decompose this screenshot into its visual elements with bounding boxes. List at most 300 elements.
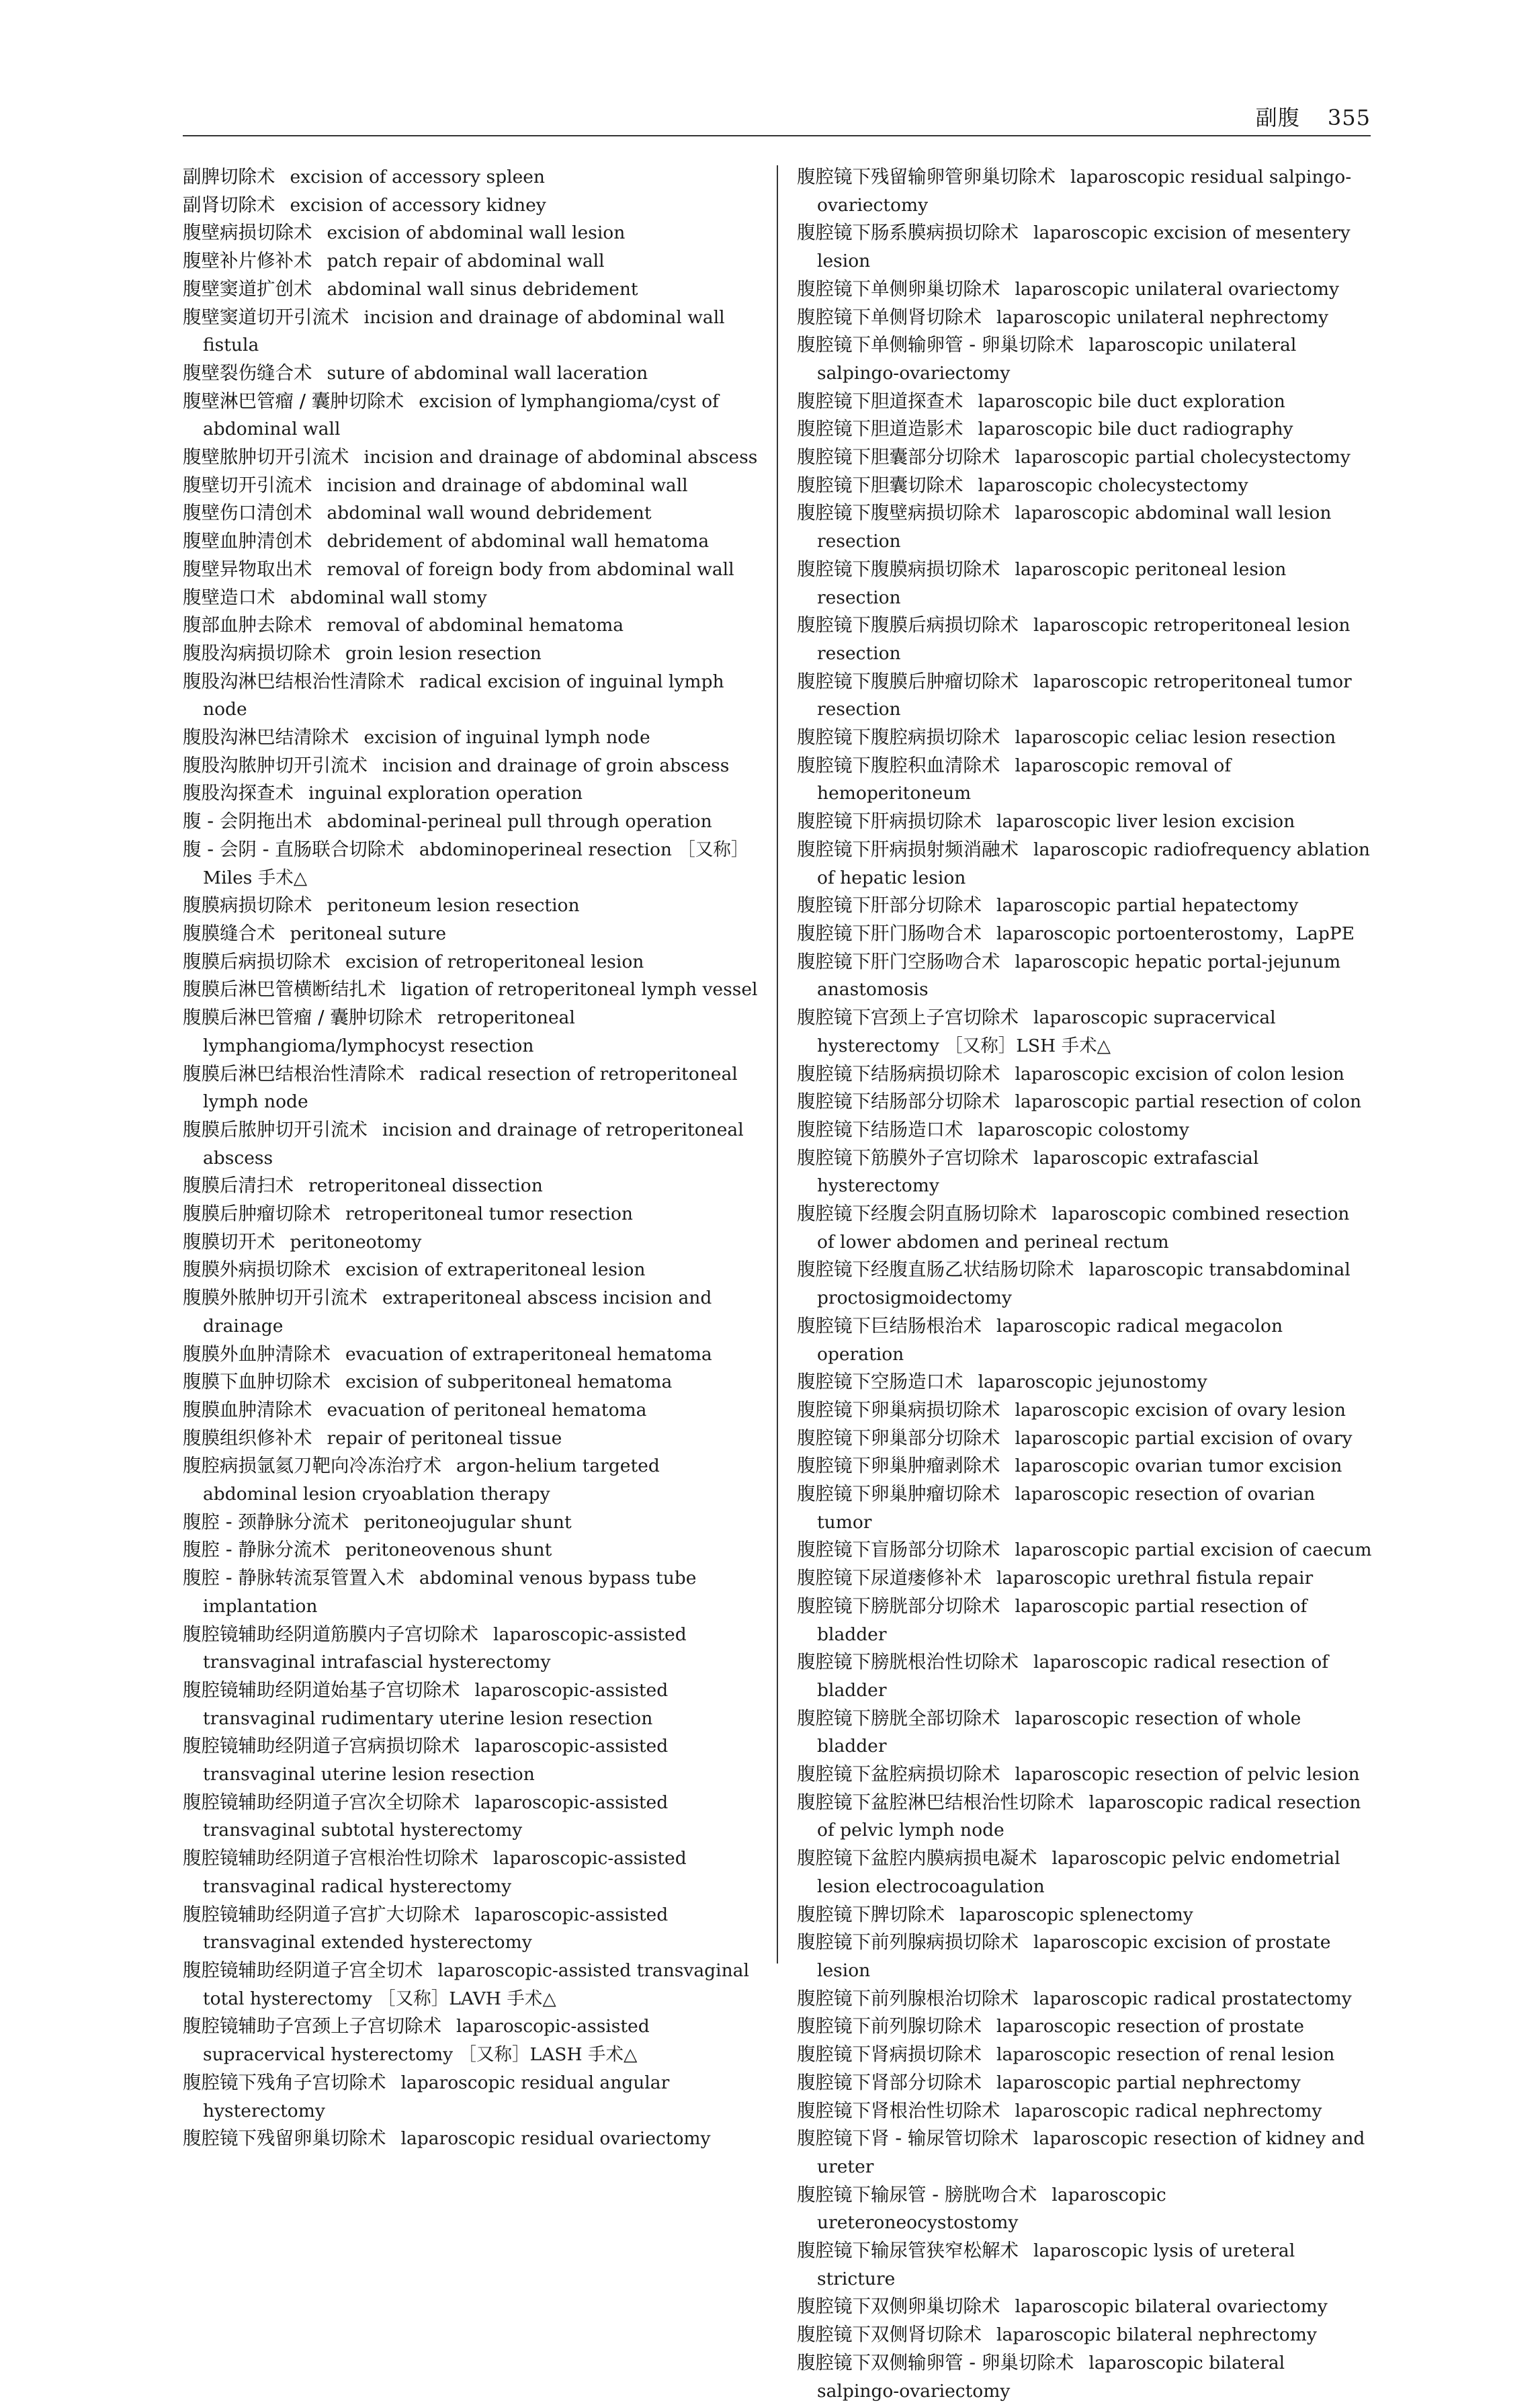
glossary-entry xyxy=(797,1480,1372,1536)
glossary-entry xyxy=(183,556,758,584)
glossary-entry xyxy=(797,2293,1372,2321)
english-term: retroperitoneal lymphangioma/lymphocyst resection xyxy=(203,1007,575,1056)
glossary-entry xyxy=(797,1845,1372,1900)
glossary-entry xyxy=(797,1368,1372,1396)
glossary-entry xyxy=(797,1564,1372,1593)
glossary-entry xyxy=(183,724,758,752)
glossary-entry xyxy=(797,2125,1372,2181)
chinese-term: 腹股沟病损切除术 xyxy=(183,642,331,664)
glossary-entry xyxy=(183,1509,758,1537)
glossary-entry xyxy=(797,724,1372,752)
chinese-term: 腹腔镜辅助子宫颈上子宫切除术 xyxy=(183,2015,441,2037)
english-term: laparoscopic bile duct exploration xyxy=(978,390,1285,412)
glossary-entry xyxy=(797,1648,1372,1704)
chinese-term: 腹膜后淋巴管瘤 / 囊肿切除术 xyxy=(183,1007,423,1029)
chinese-term: 腹膜下血肿切除术 xyxy=(183,1371,331,1393)
glossary-entry xyxy=(183,584,758,612)
glossary-entry xyxy=(183,1284,758,1340)
glossary-entry xyxy=(183,1452,758,1508)
chinese-term: 腹腔镜下肝病损切除术 xyxy=(797,810,982,833)
english-term: peritoneal suture xyxy=(290,923,447,944)
chinese-term: 腹腔镜下单侧卵巢切除术 xyxy=(797,278,1000,300)
chinese-term: 腹腔镜下前列腺切除术 xyxy=(797,2015,982,2037)
chinese-term: 腹腔镜下单侧肾切除术 xyxy=(797,306,982,328)
glossary-entry xyxy=(797,948,1372,1004)
glossary-entry xyxy=(797,444,1372,472)
english-term: inguinal exploration operation xyxy=(308,783,583,804)
chinese-term: 腹股沟淋巴结清除术 xyxy=(183,726,349,749)
chinese-term: 腹腔病损氩氦刀靶向冷冻治疗术 xyxy=(183,1455,441,1477)
chinese-term: 腹壁淋巴管瘤 / 囊肿切除术 xyxy=(183,390,404,412)
glossary-entry xyxy=(183,1789,758,1845)
glossary-entry xyxy=(183,1228,758,1257)
english-term: laparoscopic-assisted transvaginal rudimentary uterine lesion resection xyxy=(203,1679,669,1729)
english-term: laparoscopic-assisted supracervical hysterectomy ［又称］LASH 手术△ xyxy=(203,2016,650,2066)
chinese-term: 腹腔镜下残留输卵管卵巢切除术 xyxy=(797,166,1056,187)
english-term: peritoneojugular shunt xyxy=(363,1511,572,1533)
chinese-term: 腹膜后病损切除术 xyxy=(183,950,331,972)
chinese-term: 腹腔镜下腹膜后病损切除术 xyxy=(797,614,1019,636)
glossary-entry xyxy=(797,472,1372,500)
english-term: laparoscopic portoenterostomy，LapPE xyxy=(996,923,1355,944)
chinese-term: 腹壁窦道切开引流术 xyxy=(183,306,349,328)
glossary-entry xyxy=(183,1256,758,1284)
english-term: laparoscopic partial excision of ovary xyxy=(1015,1427,1353,1449)
english-term: laparoscopic removal of hemoperitoneum xyxy=(817,755,1232,804)
chinese-term: 腹腔镜下肠系膜病损切除术 xyxy=(797,222,1019,244)
chinese-term: 腹股沟脓肿切开引流术 xyxy=(183,754,368,776)
english-term: laparoscopic resection of whole bladder xyxy=(817,1707,1301,1757)
chinese-term: 腹腔镜辅助经阴道子宫次全切除术 xyxy=(183,1791,460,1813)
chinese-term: 腹腔镜下单侧输卵管 - 卵巢切除术 xyxy=(797,334,1074,356)
glossary-entry xyxy=(183,1200,758,1228)
english-term: laparoscopic splenectomy xyxy=(959,1904,1193,1925)
glossary-entry xyxy=(183,836,758,892)
chinese-term: 腹壁补片修补术 xyxy=(183,250,312,272)
english-term: laparoscopic radical prostatectomy xyxy=(1033,1988,1352,2009)
glossary-entry xyxy=(183,2069,758,2125)
english-term: retroperitoneal dissection xyxy=(308,1175,543,1197)
glossary-entry xyxy=(797,499,1372,555)
chinese-term: 腹股沟淋巴结根治性清除术 xyxy=(183,670,404,692)
chinese-term: 腹腔镜下膀胱部分切除术 xyxy=(797,1595,1000,1617)
glossary-entry xyxy=(183,976,758,1004)
chinese-term: 腹腔镜下尿道瘘修补术 xyxy=(797,1567,982,1589)
chinese-term: 腹腔镜下脾切除术 xyxy=(797,1903,945,1925)
english-term: laparoscopic cholecystectomy xyxy=(978,474,1248,496)
glossary-entry xyxy=(797,556,1372,611)
glossary-entry xyxy=(183,192,758,220)
glossary-entry xyxy=(183,892,758,920)
english-term: peritoneovenous shunt xyxy=(345,1539,552,1561)
chinese-term: 腹腔镜下腹膜病损切除术 xyxy=(797,558,1000,580)
chinese-term: 腹腔镜下胆囊切除术 xyxy=(797,474,964,496)
chinese-term: 腹腔镜下结肠部分切除术 xyxy=(797,1091,1000,1113)
chinese-term: 腹壁病损切除术 xyxy=(183,222,312,244)
chinese-term: 腹部血肿去除术 xyxy=(183,614,312,636)
chinese-term: 腹腔镜下膀胱全部切除术 xyxy=(797,1707,1000,1729)
column-divider xyxy=(777,165,778,1964)
chinese-term: 腹膜后肿瘤切除术 xyxy=(183,1203,331,1225)
english-term: laparoscopic radical resection of pelvic lymph node xyxy=(817,1791,1361,1841)
chinese-term: 腹腔 - 静脉分流术 xyxy=(183,1539,331,1561)
english-term: retroperitoneal tumor resection xyxy=(345,1204,633,1225)
chinese-term: 腹腔镜下卵巢肿瘤切除术 xyxy=(797,1483,1000,1505)
chinese-term: 副脾切除术 xyxy=(183,166,275,187)
english-term: laparoscopic excision of prostate lesion xyxy=(817,1932,1331,1981)
english-term: laparoscopic-assisted transvaginal total hysterectomy ［又称］LAVH 手术△ xyxy=(203,1960,749,2009)
glossary-entry xyxy=(797,808,1372,836)
glossary-entry xyxy=(797,611,1372,667)
english-term: removal of abdominal hematoma xyxy=(327,615,624,636)
english-term: laparoscopic retroperitoneal lesion resection xyxy=(817,615,1351,664)
chinese-term: 腹 - 会阴拖出术 xyxy=(183,810,312,833)
chinese-term: 腹腔镜下肝门肠吻合术 xyxy=(797,922,982,944)
english-term: laparoscopic bilateral nephrectomy xyxy=(996,2324,1317,2346)
glossary-entry xyxy=(183,752,758,780)
english-term: laparoscopic bilateral salpingo-ovariectomy xyxy=(817,2352,1285,2402)
chinese-term: 腹腔镜下结肠病损切除术 xyxy=(797,1062,1000,1085)
chinese-term: 腹壁裂伤缝合术 xyxy=(183,362,312,384)
glossary-entry xyxy=(797,1256,1372,1312)
glossary-entry xyxy=(797,1452,1372,1480)
english-term: laparoscopic-assisted transvaginal extended hysterectomy xyxy=(203,1904,669,1953)
chinese-term: 腹壁伤口清创术 xyxy=(183,502,312,524)
chinese-term: 腹腔镜下肾病损切除术 xyxy=(797,2043,982,2066)
chinese-term: 腹膜后淋巴结根治性清除术 xyxy=(183,1062,404,1085)
glossary-entry xyxy=(797,219,1372,275)
glossary-entry xyxy=(183,472,758,500)
english-term: laparoscopic radical megacolon operation xyxy=(817,1315,1283,1365)
english-term: laparoscopic transabdominal proctosigmoidectomy xyxy=(817,1259,1351,1309)
english-term: laparoscopic radical resection of bladder xyxy=(817,1652,1329,1701)
english-term: laparoscopic radiofrequency ablation of hepatic lesion xyxy=(817,839,1370,888)
english-term: laparoscopic excision of colon lesion xyxy=(1015,1063,1344,1085)
english-term: laparoscopic retroperitoneal tumor resection xyxy=(817,671,1352,720)
chinese-term: 腹 - 会阴 - 直肠联合切除术 xyxy=(183,838,404,860)
english-term: excision of lymphangioma/cyst of abdominal wall xyxy=(203,390,719,440)
english-term: laparoscopic pelvic endometrial lesion electrocoagulation xyxy=(817,1848,1340,1897)
english-term: suture of abdominal wall laceration xyxy=(327,362,648,384)
chinese-term: 腹腔镜下胆囊部分切除术 xyxy=(797,446,1000,468)
english-term: abdominal venous bypass tube implantation xyxy=(203,1568,697,1617)
glossary-entry xyxy=(183,1060,758,1116)
english-term: laparoscopic resection of ovarian tumor xyxy=(817,1484,1316,1533)
glossary-entry xyxy=(797,1705,1372,1761)
chinese-term: 腹膜后淋巴管横断结扎术 xyxy=(183,978,386,1001)
glossary-entry xyxy=(797,331,1372,387)
english-term: laparoscopic lysis of ureteral stricture xyxy=(817,2240,1295,2289)
glossary-entry xyxy=(797,2181,1372,2237)
chinese-term: 腹腔镜下双侧肾切除术 xyxy=(797,2324,982,2346)
glossary-entry xyxy=(183,920,758,948)
chinese-term: 腹腔镜辅助经阴道子宫根治性切除术 xyxy=(183,1847,478,1869)
glossary-entry xyxy=(797,2321,1372,2349)
chinese-term: 腹腔镜下结肠造口术 xyxy=(797,1118,964,1140)
english-term: evacuation of extraperitoneal hematoma xyxy=(345,1343,712,1365)
glossary-entry xyxy=(797,920,1372,948)
glossary-entry xyxy=(183,1396,758,1425)
chinese-term: 腹腔镜下胆道造影术 xyxy=(797,418,964,440)
left-column xyxy=(183,163,758,2153)
english-term: incision and drainage of groin abscess xyxy=(382,755,730,776)
chinese-term: 腹腔镜下肝部分切除术 xyxy=(797,894,982,917)
chinese-term: 腹膜病损切除术 xyxy=(183,894,312,917)
english-term: radical excision of inguinal lymph node xyxy=(203,671,724,720)
glossary-entry xyxy=(797,415,1372,444)
glossary-entry xyxy=(183,276,758,304)
glossary-entry xyxy=(183,640,758,668)
english-term: abdominal wall sinus debridement xyxy=(327,278,638,300)
glossary-entry xyxy=(797,304,1372,332)
english-term: laparoscopic partial excision of caecum xyxy=(1015,1539,1372,1561)
glossary-entry xyxy=(797,1985,1372,2013)
english-term: laparoscopic celiac lesion resection xyxy=(1015,727,1336,749)
glossary-entry xyxy=(183,1536,758,1564)
chinese-term: 腹腔镜下残留卵巢切除术 xyxy=(183,2127,386,2150)
chinese-term: 腹腔镜下腹膜后肿瘤切除术 xyxy=(797,670,1019,692)
glossary-entry xyxy=(797,1901,1372,1929)
english-term: laparoscopic extrafascial hysterectomy xyxy=(817,1147,1259,1197)
english-term: abdominoperineal resection ［又称］Miles 手术△ xyxy=(203,839,749,888)
english-term: laparoscopic unilateral salpingo-ovariectomy xyxy=(817,335,1297,384)
english-term: abdominal wall wound debridement xyxy=(327,503,652,524)
chinese-term: 腹膜切开术 xyxy=(183,1230,275,1253)
glossary-entry xyxy=(183,1732,758,1788)
english-term: excision of accessory spleen xyxy=(290,167,546,187)
chinese-term: 腹腔镜下卵巢病损切除术 xyxy=(797,1398,1000,1421)
chinese-term: 腹壁切开引流术 xyxy=(183,474,312,496)
english-term: laparoscopic partial resection of colon xyxy=(1015,1091,1362,1113)
english-term: laparoscopic residual ovariectomy xyxy=(400,2128,711,2150)
glossary-entry xyxy=(797,836,1372,892)
glossary-entry xyxy=(797,2069,1372,2097)
glossary-entry xyxy=(797,1088,1372,1116)
english-term: laparoscopic resection of prostate xyxy=(996,2016,1304,2037)
chinese-term: 腹腔镜下卵巢部分切除术 xyxy=(797,1427,1000,1449)
english-term: laparoscopic residual angular hysterectomy xyxy=(203,2072,670,2121)
chinese-term: 腹腔镜下前列腺根治切除术 xyxy=(797,1987,1019,2009)
english-term: laparoscopic jejunostomy xyxy=(978,1372,1207,1393)
english-term: argon-helium targeted abdominal lesion cryoablation therapy xyxy=(203,1455,660,1505)
chinese-term: 腹腔镜下肝病损射频消融术 xyxy=(797,838,1019,860)
chinese-term: 腹腔镜下宫颈上子宫切除术 xyxy=(797,1007,1019,1029)
english-term: laparoscopic partial hepatectomy xyxy=(996,895,1299,917)
glossary-entry xyxy=(797,1929,1372,1984)
glossary-entry xyxy=(183,388,758,444)
glossary-entry xyxy=(183,219,758,247)
glossary-entry xyxy=(183,668,758,724)
english-term: laparoscopic partial nephrectomy xyxy=(996,2072,1301,2093)
glossary-entry xyxy=(183,304,758,360)
chinese-term: 腹膜血肿清除术 xyxy=(183,1398,312,1421)
glossary-entry xyxy=(797,1144,1372,1200)
chinese-term: 腹壁异物取出术 xyxy=(183,558,312,580)
english-term: peritoneotomy xyxy=(290,1231,422,1253)
glossary-entry xyxy=(797,1004,1372,1060)
english-term: excision of extraperitoneal lesion xyxy=(345,1259,646,1281)
chinese-term: 腹壁血肿清创术 xyxy=(183,530,312,552)
glossary-entry xyxy=(797,752,1372,808)
english-term: laparoscopic-assisted transvaginal radical hysterectomy xyxy=(203,1848,687,1897)
english-term: extraperitoneal abscess incision and drainage xyxy=(203,1288,712,1337)
chinese-term: 腹腔镜下空肠造口术 xyxy=(797,1371,964,1393)
english-term: laparoscopic liver lesion excision xyxy=(996,811,1295,833)
chinese-term: 腹腔 - 静脉转流泵管置入术 xyxy=(183,1567,404,1589)
english-term: laparoscopic unilateral ovariectomy xyxy=(1015,278,1339,300)
glossary-entry xyxy=(797,163,1372,219)
glossary-entry xyxy=(797,1116,1372,1144)
english-term: laparoscopic radical nephrectomy xyxy=(1015,2100,1322,2121)
english-term: excision of inguinal lymph node xyxy=(363,727,650,749)
glossary-entry xyxy=(797,2349,1372,2405)
glossary-entry xyxy=(797,1593,1372,1648)
chinese-term: 腹腔镜下胆道探查术 xyxy=(797,390,964,412)
english-term: excision of subperitoneal hematoma xyxy=(345,1372,673,1393)
english-term: excision of retroperitoneal lesion xyxy=(345,951,644,972)
glossary-entry xyxy=(797,1789,1372,1845)
running-header xyxy=(1256,101,1371,132)
english-term: laparoscopic bilateral ovariectomy xyxy=(1015,2296,1328,2318)
chinese-term: 腹腔镜下肾根治性切除术 xyxy=(797,2099,1000,2121)
glossary-entry xyxy=(797,1060,1372,1089)
chinese-term: 腹腔镜下双侧输卵管 - 卵巢切除术 xyxy=(797,2351,1074,2373)
glossary-entry xyxy=(183,1621,758,1677)
chinese-term: 腹腔镜下经腹直肠乙状结肠切除术 xyxy=(797,1259,1074,1281)
glossary-entry xyxy=(797,388,1372,416)
glossary-entry xyxy=(797,276,1372,304)
chinese-term: 腹腔镜下卵巢肿瘤剥除术 xyxy=(797,1455,1000,1477)
chinese-term: 腹腔镜下盆腔病损切除术 xyxy=(797,1763,1000,1785)
chinese-term: 腹腔镜辅助经阴道子宫病损切除术 xyxy=(183,1735,460,1757)
glossary-entry xyxy=(183,528,758,556)
glossary-entry xyxy=(183,1677,758,1732)
english-term: removal of foreign body from abdominal wall xyxy=(327,558,734,580)
chinese-term: 腹腔镜下腹腔病损切除术 xyxy=(797,726,1000,749)
glossary-entry xyxy=(183,1564,758,1620)
english-term: incision and drainage of abdominal wall fistula xyxy=(203,306,725,356)
english-term: laparoscopic ovarian tumor excision xyxy=(1015,1455,1342,1477)
chinese-term: 腹腔镜下巨结肠根治术 xyxy=(797,1314,982,1337)
page-number: 355 xyxy=(1327,105,1371,130)
chinese-term: 腹腔镜下经腹会阴直肠切除术 xyxy=(797,1203,1037,1225)
chinese-term: 腹腔镜辅助经阴道始基子宫切除术 xyxy=(183,1679,460,1701)
english-term: ligation of retroperitoneal lymph vessel xyxy=(400,979,758,1001)
chinese-term: 腹腔镜下盆腔内膜病损电凝术 xyxy=(797,1847,1037,1869)
english-term: incision and drainage of abdominal abscess xyxy=(363,447,758,468)
english-term: laparoscopic resection of renal lesion xyxy=(996,2044,1335,2066)
glossary-entry xyxy=(183,779,758,808)
glossary-entry xyxy=(797,1536,1372,1564)
english-term: peritoneum lesion resection xyxy=(327,895,580,917)
english-term: laparoscopic hepatic portal-jejunum anastomosis xyxy=(817,951,1341,1001)
english-term: laparoscopic excision of ovary lesion xyxy=(1015,1399,1346,1421)
english-term: laparoscopic supracervical hysterectomy ［又称］LSH 手术△ xyxy=(817,1007,1276,1056)
english-term: incision and drainage of retroperitoneal abscess xyxy=(203,1119,744,1169)
english-term: laparoscopic-assisted transvaginal subtotal hysterectomy xyxy=(203,1791,669,1841)
english-term: patch repair of abdominal wall xyxy=(327,251,605,272)
glossary-entry xyxy=(183,2013,758,2068)
glossary-entry xyxy=(183,1425,758,1453)
english-term: laparoscopic urethral fistula repair xyxy=(996,1568,1314,1589)
english-term: abdominal-perineal pull through operation xyxy=(327,811,712,833)
english-term: excision of abdominal wall lesion xyxy=(327,222,626,244)
english-term: laparoscopic ureteroneocystostomy xyxy=(817,2184,1166,2234)
chinese-term: 腹腔镜下肾 - 输尿管切除术 xyxy=(797,2127,1019,2150)
glossary-entry xyxy=(183,1341,758,1369)
glossary-entry xyxy=(183,1901,758,1957)
chinese-term: 腹腔镜下前列腺病损切除术 xyxy=(797,1931,1019,1953)
english-term: laparoscopic abdominal wall lesion resection xyxy=(817,503,1332,552)
chinese-term: 腹膜后清扫术 xyxy=(183,1175,294,1197)
chinese-term: 腹膜外病损切除术 xyxy=(183,1259,331,1281)
glossary-entry xyxy=(797,1396,1372,1425)
glossary-entry xyxy=(183,948,758,976)
english-term: excision of accessory kidney xyxy=(290,194,546,216)
english-term: laparoscopic bile duct radiography xyxy=(978,419,1293,440)
chinese-term: 腹腔 - 颈静脉分流术 xyxy=(183,1511,349,1533)
chinese-term: 腹腔镜下筋膜外子宫切除术 xyxy=(797,1146,1019,1169)
english-term: repair of peritoneal tissue xyxy=(327,1427,562,1449)
english-term: laparoscopic combined resection of lower abdomen and perineal rectum xyxy=(817,1204,1350,1253)
english-term: groin lesion resection xyxy=(345,642,542,664)
chinese-term: 腹腔镜辅助经阴道子宫扩大切除术 xyxy=(183,1903,460,1925)
english-term: laparoscopic partial resection of bladder xyxy=(817,1595,1308,1645)
chinese-term: 腹腔镜下双侧卵巢切除术 xyxy=(797,2295,1000,2318)
chinese-term: 腹腔镜下腹壁病损切除术 xyxy=(797,502,1000,524)
glossary-entry xyxy=(183,444,758,472)
chinese-term: 腹腔镜下肝门空肠吻合术 xyxy=(797,950,1000,972)
english-term: laparoscopic unilateral nephrectomy xyxy=(996,306,1329,328)
glossary-entry xyxy=(183,1004,758,1060)
chinese-term: 腹腔镜下腹腔积血清除术 xyxy=(797,754,1000,776)
english-term: radical resection of retroperitoneal lymph node xyxy=(203,1063,738,1113)
chinese-term: 腹膜后脓肿切开引流术 xyxy=(183,1118,368,1140)
glossary-entry xyxy=(797,1761,1372,1789)
english-term: abdominal wall stomy xyxy=(290,587,487,608)
english-term: evacuation of peritoneal hematoma xyxy=(327,1399,647,1421)
chinese-term: 腹膜缝合术 xyxy=(183,922,275,944)
glossary-entry xyxy=(183,1957,758,2013)
chinese-term: 腹股沟探查术 xyxy=(183,782,294,804)
chinese-term: 副肾切除术 xyxy=(183,194,275,216)
glossary-entry xyxy=(183,360,758,388)
glossary-entry xyxy=(183,611,758,640)
glossary-entry xyxy=(797,1200,1372,1256)
chinese-term: 腹腔镜下输尿管狭窄松解术 xyxy=(797,2240,1019,2262)
english-term: laparoscopic partial cholecystectomy xyxy=(1015,447,1351,468)
chinese-term: 腹腔镜下残角子宫切除术 xyxy=(183,2071,386,2093)
glossary-entry xyxy=(797,2041,1372,2069)
glossary-entry xyxy=(183,499,758,528)
glossary-entry xyxy=(183,1368,758,1396)
glossary-entry xyxy=(183,247,758,276)
right-column xyxy=(797,163,1372,2405)
english-term: laparoscopic residual salpingo-ovariectomy xyxy=(817,167,1352,216)
english-term: laparoscopic-assisted transvaginal uterine lesion resection xyxy=(203,1736,669,1785)
glossary-entry xyxy=(183,1116,758,1172)
chinese-term: 腹腔镜下盲肠部分切除术 xyxy=(797,1539,1000,1561)
chinese-term: 腹腔镜下输尿管 - 膀胱吻合术 xyxy=(797,2183,1037,2205)
glossary-entry xyxy=(797,2013,1372,2041)
chinese-term: 腹膜外脓肿切开引流术 xyxy=(183,1287,368,1309)
glossary-entry xyxy=(183,808,758,836)
glossary-entry xyxy=(797,2237,1372,2293)
english-term: laparoscopic excision of mesentery lesion xyxy=(817,222,1351,272)
chinese-term: 腹腔镜下肾部分切除术 xyxy=(797,2071,982,2093)
english-term: laparoscopic resection of kidney and ureter xyxy=(817,2128,1365,2177)
glossary-entry xyxy=(183,1172,758,1200)
